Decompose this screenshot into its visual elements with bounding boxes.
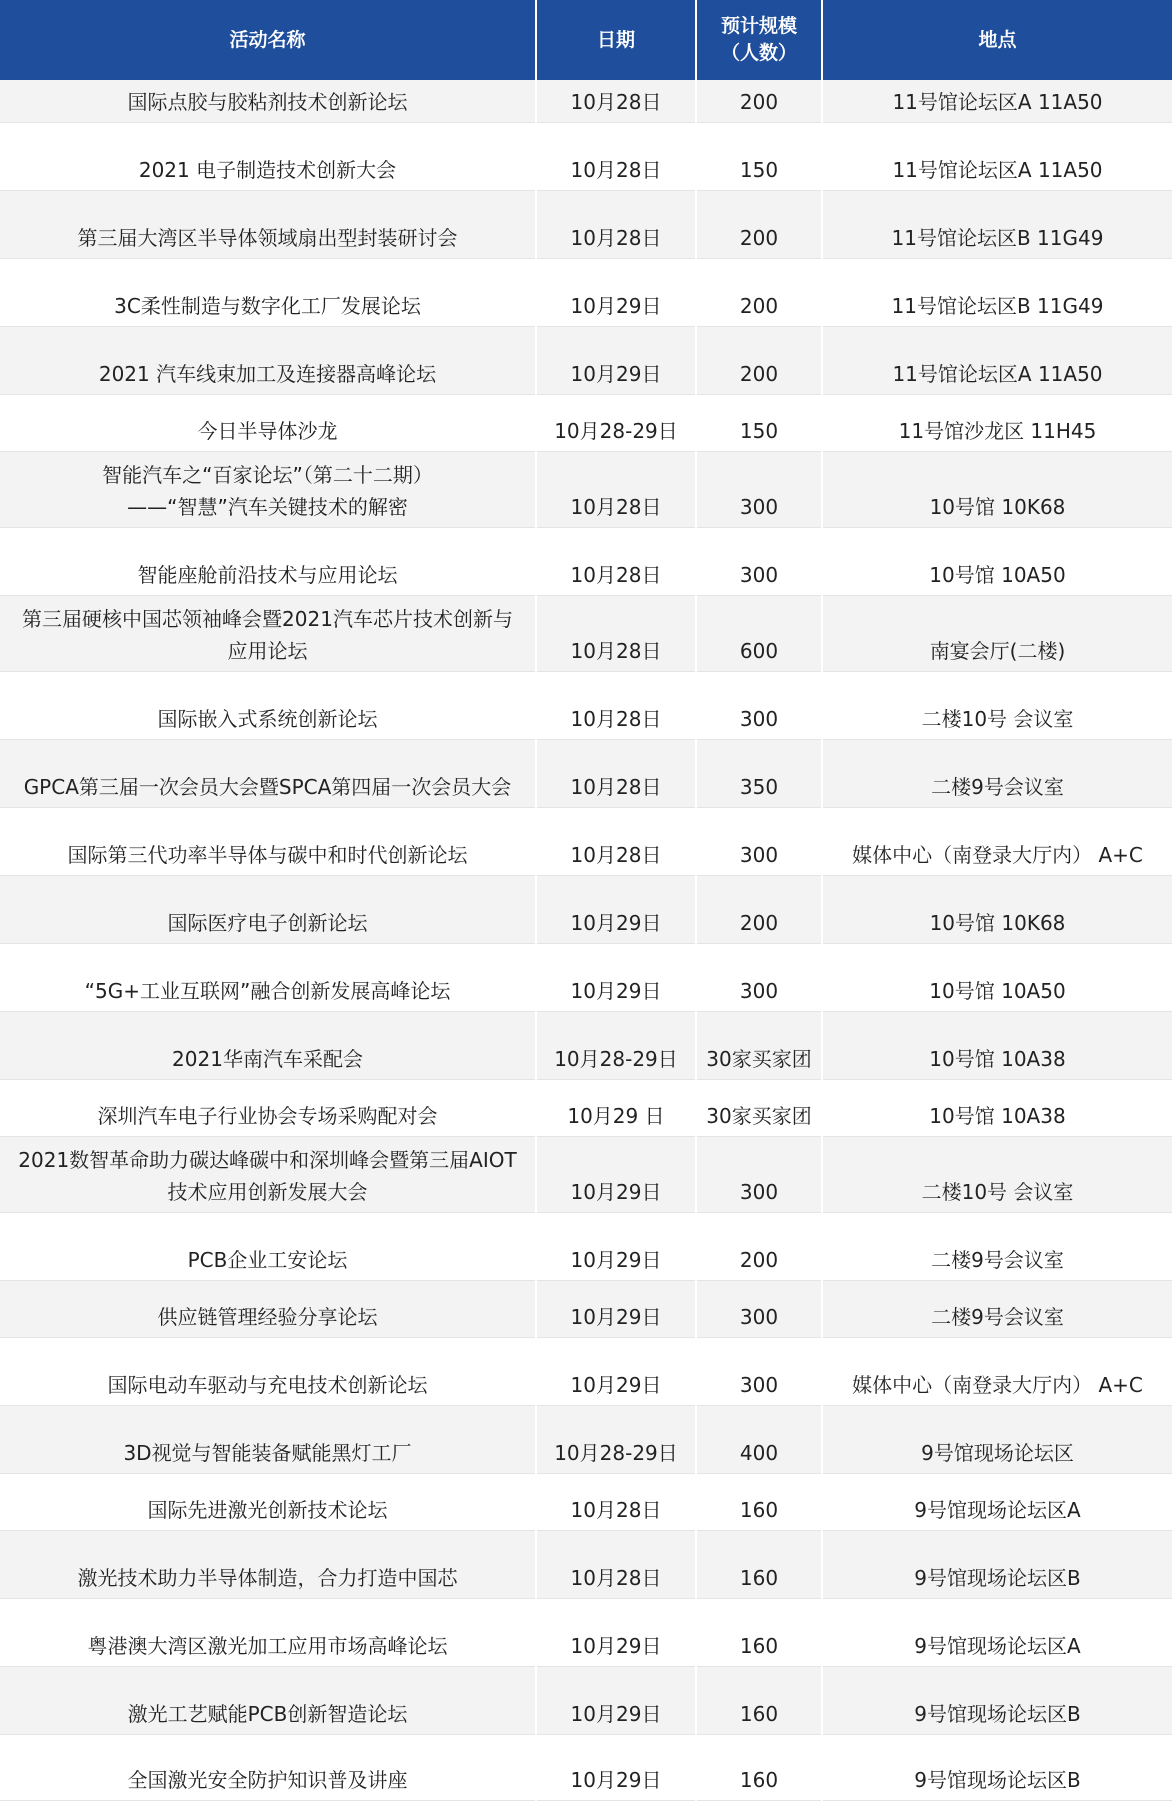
cell-scale: 200 — [696, 258, 822, 326]
table-row — [0, 80, 1172, 122]
cell-date: 10月29日 — [536, 875, 696, 943]
event-name-line: 2021数智革命助力碳达峰碳中和深圳峰会暨第三届AIOT — [18, 1147, 517, 1172]
table-row — [0, 258, 1172, 326]
cell-location: 二楼9号会议室 — [822, 739, 1172, 807]
cell-scale: 200 — [696, 80, 822, 122]
cell-date: 10月28-29日 — [536, 1011, 696, 1079]
cell-scale: 200 — [696, 875, 822, 943]
event-name-line: GPCA第三届一次会员大会暨SPCA第四届一次会员大会 — [23, 774, 512, 799]
cell-event-name — [0, 1079, 536, 1136]
cell-event-name — [0, 671, 536, 739]
table-row — [0, 1212, 1172, 1280]
cell-event-name — [0, 1136, 536, 1212]
event-name-line: 供应链管理经验分享论坛 — [157, 1304, 378, 1329]
cell-scale: 300 — [696, 527, 822, 595]
table-row — [0, 451, 1172, 527]
event-name-line: 2021华南汽车采配会 — [172, 1046, 363, 1071]
cell-scale: 350 — [696, 739, 822, 807]
cell-location: 9号馆现场论坛区A — [822, 1473, 1172, 1530]
header-scale-line2: （人数） — [720, 42, 797, 64]
event-name-line: 今日半导体沙龙 — [197, 418, 338, 443]
cell-date: 10月28日 — [536, 595, 696, 671]
table-body — [0, 80, 1172, 1800]
cell-scale: 200 — [696, 326, 822, 394]
cell-scale: 400 — [696, 1405, 822, 1473]
cell-scale: 300 — [696, 451, 822, 527]
table-row — [0, 671, 1172, 739]
header-scale — [696, 0, 822, 80]
table-row — [0, 943, 1172, 1011]
table-row — [0, 1136, 1172, 1212]
event-name-line: 国际先进激光创新技术论坛 — [147, 1497, 388, 1522]
cell-scale: 300 — [696, 943, 822, 1011]
cell-location: 10号馆 10K68 — [822, 451, 1172, 527]
cell-location: 11号馆论坛区A 11A50 — [822, 122, 1172, 190]
cell-location: 11号馆论坛区B 11G49 — [822, 190, 1172, 258]
event-name-line: PCB企业工安论坛 — [187, 1247, 348, 1272]
cell-date: 10月29日 — [536, 1136, 696, 1212]
header-date: 日期 — [536, 0, 696, 80]
table-row — [0, 326, 1172, 394]
cell-event-name — [0, 1666, 536, 1734]
event-name-line: 应用论坛 — [227, 638, 308, 663]
cell-event-name — [0, 1734, 536, 1800]
cell-event-name — [0, 1280, 536, 1337]
event-name-line: 激光工艺赋能PCB创新智造论坛 — [127, 1701, 408, 1726]
cell-event-name — [0, 1337, 536, 1405]
cell-location: 10号馆 10K68 — [822, 875, 1172, 943]
event-name-line: 第三届大湾区半导体领域扇出型封装研讨会 — [77, 225, 458, 250]
header-scale-line1: 预计规模 — [720, 15, 797, 38]
cell-date: 10月28-29日 — [536, 1405, 696, 1473]
cell-scale: 300 — [696, 1337, 822, 1405]
event-name-line: ——“智慧”汽车关键技术的解密 — [127, 494, 408, 519]
table-row — [0, 1079, 1172, 1136]
cell-date: 10月29日 — [536, 326, 696, 394]
cell-location: 11号馆论坛区A 11A50 — [822, 326, 1172, 394]
cell-location: 10号馆 10A38 — [822, 1079, 1172, 1136]
cell-event-name — [0, 875, 536, 943]
cell-date: 10月29日 — [536, 1280, 696, 1337]
cell-scale: 300 — [696, 807, 822, 875]
table-row — [0, 1280, 1172, 1337]
event-name-line: 技术应用创新发展大会 — [167, 1179, 368, 1204]
event-name-line: 2021 汽车线束加工及连接器高峰论坛 — [98, 361, 437, 386]
cell-location: 10号馆 10A50 — [822, 943, 1172, 1011]
cell-date: 10月28日 — [536, 671, 696, 739]
table-row — [0, 1011, 1172, 1079]
cell-location: 南宴会厅(二楼) — [822, 595, 1172, 671]
cell-location: 10号馆 10A50 — [822, 527, 1172, 595]
event-name-line: 粤港澳大湾区激光加工应用市场高峰论坛 — [87, 1633, 448, 1658]
cell-scale: 150 — [696, 122, 822, 190]
cell-scale: 30家买家团 — [696, 1011, 822, 1079]
cell-scale: 30家买家团 — [696, 1079, 822, 1136]
table-row — [0, 1405, 1172, 1473]
event-name-line: 深圳汽车电子行业协会专场采购配对会 — [97, 1103, 438, 1128]
cell-event-name — [0, 807, 536, 875]
header-location: 地点 — [822, 0, 1172, 80]
event-name-line: 国际医疗电子创新论坛 — [167, 910, 368, 935]
cell-event-name — [0, 1011, 536, 1079]
cell-date: 10月28日 — [536, 739, 696, 807]
cell-date: 10月28日 — [536, 527, 696, 595]
event-name-line: 国际点胶与胶粘剂技术创新论坛 — [127, 89, 408, 114]
cell-location: 11号馆论坛区A 11A50 — [822, 80, 1172, 122]
cell-scale: 200 — [696, 1212, 822, 1280]
event-name-line: 国际嵌入式系统创新论坛 — [157, 706, 378, 731]
table-row — [0, 1734, 1172, 1800]
cell-date: 10月28日 — [536, 807, 696, 875]
table-row — [0, 739, 1172, 807]
cell-location: 媒体中心（南登录大厅内） A+C — [822, 807, 1172, 875]
table-row — [0, 1473, 1172, 1530]
cell-date: 10月28日 — [536, 451, 696, 527]
cell-date: 10月29日 — [536, 1337, 696, 1405]
event-name-line: 国际电动车驱动与充电技术创新论坛 — [107, 1372, 428, 1397]
table-row — [0, 807, 1172, 875]
cell-location: 9号馆现场论坛区B — [822, 1666, 1172, 1734]
cell-location: 二楼9号会议室 — [822, 1212, 1172, 1280]
cell-event-name — [0, 451, 536, 527]
cell-date: 10月28日 — [536, 80, 696, 122]
cell-scale: 160 — [696, 1734, 822, 1800]
table-row — [0, 1337, 1172, 1405]
cell-location: 9号馆现场论坛区B — [822, 1530, 1172, 1598]
cell-scale: 160 — [696, 1598, 822, 1666]
cell-location: 11号馆沙龙区 11H45 — [822, 394, 1172, 451]
table-row — [0, 875, 1172, 943]
cell-date: 10月29日 — [536, 1666, 696, 1734]
cell-event-name — [0, 943, 536, 1011]
cell-event-name — [0, 527, 536, 595]
cell-scale: 160 — [696, 1530, 822, 1598]
table-row — [0, 1598, 1172, 1666]
cell-event-name — [0, 258, 536, 326]
table-row — [0, 1666, 1172, 1734]
cell-location: 二楼10号 会议室 — [822, 1136, 1172, 1212]
cell-location: 9号馆现场论坛区A — [822, 1598, 1172, 1666]
cell-event-name — [0, 394, 536, 451]
cell-scale: 300 — [696, 1136, 822, 1212]
cell-date: 10月28日 — [536, 1530, 696, 1598]
table-row — [0, 595, 1172, 671]
event-name-line: 全国激光安全防护知识普及讲座 — [127, 1767, 408, 1792]
cell-location: 9号馆现场论坛区B — [822, 1734, 1172, 1800]
cell-location: 二楼10号 会议室 — [822, 671, 1172, 739]
cell-location: 10号馆 10A38 — [822, 1011, 1172, 1079]
table-row — [0, 1530, 1172, 1598]
cell-location: 媒体中心（南登录大厅内） A+C — [822, 1337, 1172, 1405]
cell-date: 10月29日 — [536, 258, 696, 326]
cell-event-name — [0, 1405, 536, 1473]
cell-scale: 200 — [696, 190, 822, 258]
cell-scale: 160 — [696, 1473, 822, 1530]
table-row — [0, 122, 1172, 190]
cell-date: 10月29日 — [536, 943, 696, 1011]
cell-event-name — [0, 122, 536, 190]
event-name-line: 国际第三代功率半导体与碳中和时代创新论坛 — [67, 842, 468, 867]
event-name-line: 智能汽车之“百家论坛”（第二十二期） — [102, 462, 433, 487]
table-row — [0, 190, 1172, 258]
cell-event-name — [0, 1473, 536, 1530]
cell-scale: 300 — [696, 671, 822, 739]
event-name-line: 3D视觉与智能装备赋能黑灯工厂 — [123, 1440, 412, 1465]
event-name-line: 激光技术助力半导体制造，合力打造中国芯 — [77, 1565, 458, 1590]
header-name: 活动名称 — [0, 0, 536, 80]
cell-event-name — [0, 595, 536, 671]
event-name-line: 智能座舱前沿技术与应用论坛 — [137, 562, 398, 587]
cell-event-name — [0, 1598, 536, 1666]
cell-event-name — [0, 739, 536, 807]
cell-event-name — [0, 1212, 536, 1280]
event-name-line: 3C柔性制造与数字化工厂发展论坛 — [114, 293, 421, 318]
cell-scale: 300 — [696, 1280, 822, 1337]
cell-event-name — [0, 80, 536, 122]
event-name-line: 2021 电子制造技术创新大会 — [138, 157, 397, 182]
cell-event-name — [0, 1530, 536, 1598]
cell-date: 10月29日 — [536, 1212, 696, 1280]
cell-scale: 160 — [696, 1666, 822, 1734]
table-row — [0, 394, 1172, 451]
cell-location: 二楼9号会议室 — [822, 1280, 1172, 1337]
event-name-line: “5G+工业互联网”融合创新发展高峰论坛 — [84, 978, 451, 1003]
cell-event-name — [0, 326, 536, 394]
cell-scale: 150 — [696, 394, 822, 451]
cell-location: 9号馆现场论坛区 — [822, 1405, 1172, 1473]
cell-date: 10月29日 — [536, 1734, 696, 1800]
event-name-line: 第三届硬核中国芯领袖峰会暨2021汽车芯片技术创新与 — [22, 606, 513, 631]
cell-date: 10月29日 — [536, 1598, 696, 1666]
cell-event-name — [0, 190, 536, 258]
table-header-row — [0, 0, 1172, 80]
cell-date: 10月28-29日 — [536, 394, 696, 451]
cell-date: 10月28日 — [536, 1473, 696, 1530]
cell-date: 10月28日 — [536, 190, 696, 258]
table-row — [0, 527, 1172, 595]
cell-date: 10月29 日 — [536, 1079, 696, 1136]
cell-date: 10月28日 — [536, 122, 696, 190]
cell-location: 11号馆论坛区B 11G49 — [822, 258, 1172, 326]
cell-scale: 600 — [696, 595, 822, 671]
